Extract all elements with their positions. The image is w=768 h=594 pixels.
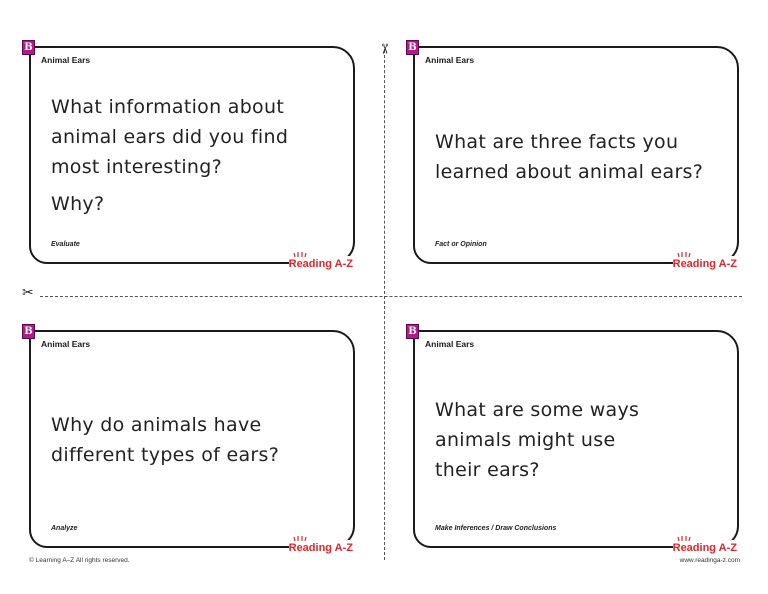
card-question	[51, 92, 341, 219]
letter-badge-icon: B	[22, 40, 35, 55]
brand-rays-icon	[677, 535, 691, 541]
website-url: www.readinga-z.com	[679, 557, 740, 564]
brand-rays-icon	[293, 535, 307, 541]
scissors-icon: ✂	[22, 285, 34, 301]
brand-logo: Reading A-Z	[672, 542, 737, 554]
card-title: Animal Ears	[41, 339, 91, 349]
question-text: What are some ways animals might use their ears?	[435, 399, 640, 481]
brand-logo: Reading A-Z	[288, 542, 353, 554]
brand-rays-icon	[677, 251, 691, 257]
skill-label: Fact or Opinion	[435, 241, 487, 248]
letter-badge-icon: B	[406, 324, 419, 339]
question-text: What information about animal ears did you find most interesting?	[51, 96, 289, 178]
card-title: Animal Ears	[425, 55, 475, 65]
letter-badge-icon: B	[406, 40, 419, 55]
card-question	[51, 410, 321, 470]
card-question	[435, 127, 735, 187]
question-followup: Why?	[51, 193, 105, 215]
letter-badge-icon: B	[22, 324, 35, 339]
skill-label: Make Inferences / Draw Conclusions	[435, 525, 557, 532]
question-text: What are three facts you learned about animal ears?	[435, 131, 704, 183]
question-text: Why do animals have different types of ears?	[51, 414, 280, 466]
brand-rays-icon	[293, 251, 307, 257]
card-title: Animal Ears	[41, 55, 91, 65]
brand-logo: Reading A-Z	[672, 258, 737, 270]
card-question	[435, 395, 650, 485]
task-card	[408, 42, 739, 270]
skill-label: Analyze	[51, 525, 78, 532]
copyright-text: © Learning A–Z All rights reserved.	[29, 557, 130, 564]
card-title: Animal Ears	[425, 339, 475, 349]
brand-logo: Reading A-Z	[288, 258, 353, 270]
vertical-cut-line	[384, 50, 385, 560]
task-card	[408, 326, 739, 554]
scissors-icon: ✂	[375, 43, 392, 55]
task-card	[24, 326, 355, 554]
skill-label: Evaluate	[51, 241, 80, 248]
horizontal-cut-line	[40, 296, 742, 297]
task-card	[24, 42, 355, 270]
